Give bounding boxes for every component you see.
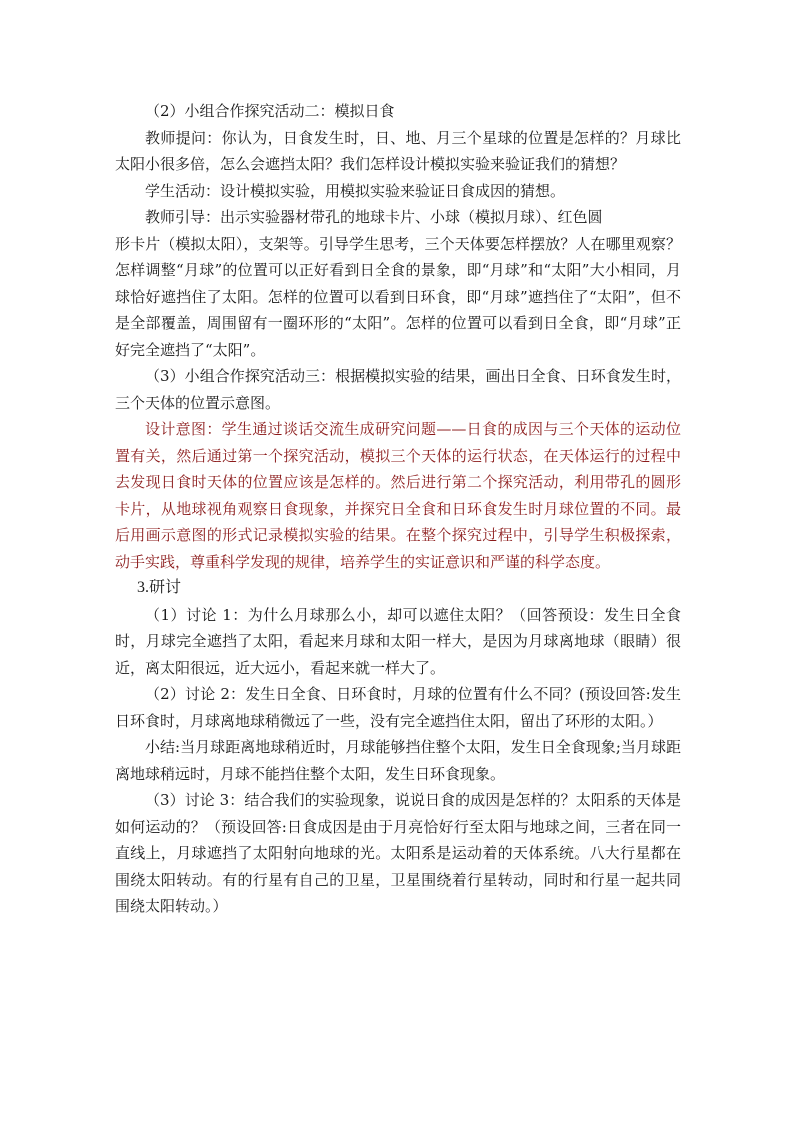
design-intent-paragraph: 设计意图：学生通过谈话交流生成研究问题——日食的成因与三个天体的运动位置有关，然后通过第一个探究活动，模拟三个天体的运行状态，在天体运行的过程中去发现日食时天体的位置应该是怎样的。然后进行第二个探究活动，利用带孔的圆形卡片，从地球视角观察日食现象，并探究日全食和日环食发生时月球位置的不同。最后用画示意图的形式记录模拟实验的结果。在整个探究过程中，引导学生积极探索，动手实践，尊重科学发现的规律，培养学生的实证意识和严谨的科学态度。	[115, 420, 681, 571]
summary-paragraph: 小结:当月球距离地球稍近时，月球能够挡住整个太阳，发生日全食现象;当月球距离地球稍远时，月球不能挡住整个太阳，发生日环食现象。	[115, 738, 681, 783]
student-activity-paragraph: 学生活动：设计模拟实验，用模拟实验来验证日食成因的猜想。	[145, 181, 566, 200]
teacher-question-paragraph: 教师提问：你认为，日食发生时，日、地、月三个星球的位置是怎样的？月球比太阳小很多倍，怎么会遮挡太阳？我们怎样设计模拟实验来验证我们的猜想？	[115, 128, 681, 173]
teacher-guide-paragraph: 形卡片（模拟太阳），支架等。引导学生思考，三个天体要怎样摆放？人在哪里观察？怎样调整“月球”的位置可以正好看到日全食的景象，即“月球”和“太阳”大小相同，月球恰好遮挡住了太阳。怎样的位置可以看到日环食，即“月球”遮挡住了“太阳”，但不是全部覆盖，周围留有一圈环形的“太阳”。怎样的位置可以看到日全食，即“月球”正好完全遮挡了“太阳”。	[115, 234, 681, 359]
section-heading-discussion: 3.研讨	[137, 579, 182, 596]
discussion-three-paragraph: （3）讨论 3：结合我们的实验现象，说说日食的成因是怎样的？太阳系的天体是如何运动的？（预设回答:日食成因是由于月亮恰好行至太阳与地球之间，三者在同一直线上，月球遮挡了太阳射向地球的光。太阳系是运动着的天体系统。八大行星都在围绕太阳转动。有的行星有自己的卫星，卫星围绕着行星转动，同时和行星一起共同围绕太阳转动。）	[115, 791, 681, 915]
document-body	[115, 98, 681, 920]
discussion-two-paragraph: （2）讨论 2：发生日全食、日环食时，月球的位置有什么不同？(预设回答:发生日环食时，月球离地球稍微远了一些，没有完全遮挡住太阳，留出了环形的太阳。）	[115, 685, 681, 730]
activity-three-paragraph: （3）小组合作探究活动三：根据模拟实验的结果，画出日全食、日环食发生时，三个天体的位置示意图。	[115, 367, 681, 412]
teacher-guide-first-line: 教师引导：出示实验器材带孔的地球卡片、小球（模拟月球）、红色圆	[145, 208, 603, 226]
activity-two-heading: （2）小组合作探究活动二：模拟日食	[145, 102, 395, 120]
discussion-one-paragraph: （1）讨论 1：为什么月球那么小，却可以遮住太阳？（回答预设：发生日全食时，月球完全遮挡了太阳，看起来月球和太阳一样大，是因为月球离地球（眼睛）很近，离太阳很远，近大远小，看起来就一样大了。	[115, 605, 681, 677]
